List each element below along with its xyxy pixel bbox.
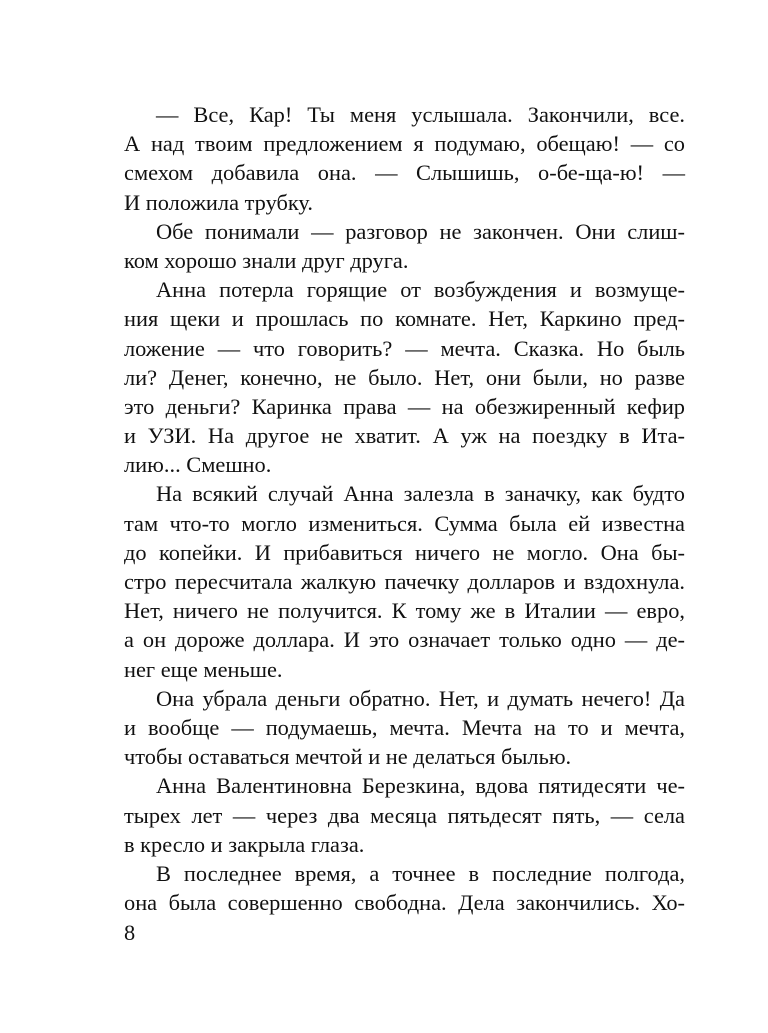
text-line: и УЗИ. На другое не хватит. А уж на поездку в Ита- — [124, 423, 685, 449]
text-line: до копейки. И прибавиться ничего не могло. Она бы- — [124, 539, 685, 565]
text-line: ли? Денег, конечно, не было. Нет, они были, но разве — [124, 364, 685, 390]
paragraph — [124, 100, 685, 217]
text-line: в кресло и закрыла глаза. — [124, 831, 365, 857]
text-line: Она убрала деньги обратно. Нет, и думать нечего! Да — [156, 685, 685, 711]
paragraph — [124, 479, 685, 683]
text-line: ния щеки и прошлась по комнате. Нет, Каркино пред- — [124, 306, 685, 332]
text-line: лию... Смешно. — [124, 452, 272, 478]
text-line: На всякий случай Анна залезла в заначку, как будто — [156, 481, 685, 507]
text-line: а он дороже доллара. И это означает только одно — де- — [124, 627, 685, 653]
text-line: тырех лет — через два месяца пятьдесят пять, — села — [124, 802, 685, 828]
text-line: Обе понимали — разговор не закончен. Они слиш- — [156, 218, 685, 244]
text-line: и вообще — подумаешь, мечта. Мечта на то и мечта, — [124, 714, 685, 740]
text-line: стро пересчитала жалкую пачечку долларов и вздохнула. — [124, 569, 685, 594]
text-line: В последнее время, а точнее в последние полгода, — [156, 860, 685, 886]
text-line: И положила трубку. — [124, 189, 313, 215]
text-line: там что-то могло измениться. Сумма была ей известна — [124, 510, 685, 536]
text-line: — Все, Кар! Ты меня услышала. Закончили, все. — [156, 102, 685, 127]
paragraph — [124, 859, 685, 917]
text-line: Нет, ничего не получится. К тому же в Италии — евро, — [124, 598, 685, 624]
body-text — [124, 100, 685, 917]
page-number: 8 — [124, 920, 136, 945]
paragraph — [124, 275, 685, 479]
text-line: нег еще меньше. — [124, 656, 283, 682]
text-line: чтобы оставаться мечтой и не делаться былью. — [124, 744, 572, 770]
text-line: она была совершенно свободна. Дела закончились. Хо- — [124, 890, 685, 916]
text-line: А над твоим предложением я подумаю, обещаю! — со — [124, 131, 685, 157]
text-line: ком хорошо знали друг друга. — [124, 247, 409, 273]
paragraph — [124, 771, 685, 859]
paragraph — [124, 217, 685, 275]
paragraph — [124, 684, 685, 772]
text-line: Анна Валентиновна Березкина, вдова пятидесяти че- — [156, 773, 685, 799]
text-line: это деньги? Каринка права — на обезжиренный кефир — [124, 393, 685, 419]
text-line: Анна потерла горящие от возбуждения и возмуще- — [156, 277, 685, 303]
text-line: ложение — что говорить? — мечта. Сказка. Но быль — [124, 335, 685, 361]
text-line: смехом добавила она. — Слышишь, о-бе-ща-ю! — — [124, 160, 685, 186]
